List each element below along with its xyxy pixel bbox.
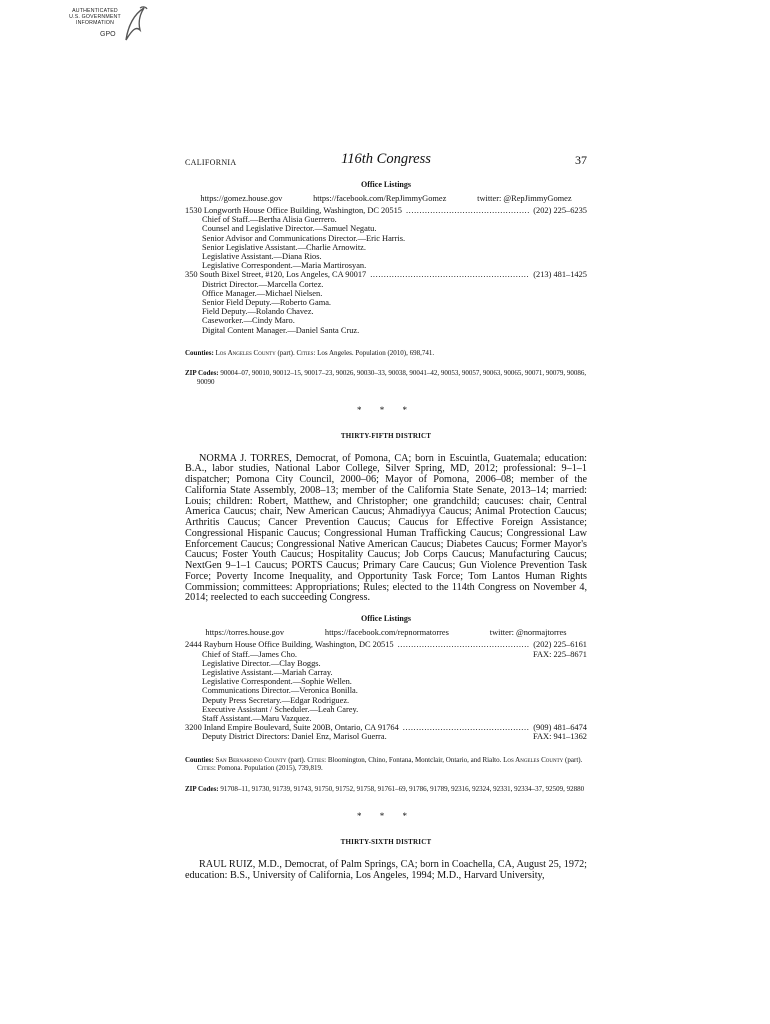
congress-title: 116th Congress bbox=[341, 151, 431, 167]
twitter-handle[interactable]: twitter: @RepJimmyGomez bbox=[477, 194, 572, 203]
eagle-icon bbox=[122, 4, 148, 44]
office-phone: (202) 225–6161 FAX: 225–8671 bbox=[532, 640, 587, 659]
website-link[interactable]: https://gomez.house.gov bbox=[200, 194, 283, 203]
website-link[interactable]: https://torres.house.gov bbox=[205, 628, 285, 638]
staff-entry: Legislative Correspondent.—Sophie Wellen. bbox=[202, 677, 352, 687]
leader-dots bbox=[406, 206, 529, 215]
staff-list bbox=[185, 280, 587, 335]
staff-list bbox=[185, 732, 587, 741]
zip-codes-line: ZIP Codes: 91708–11, 91730, 91739, 91743, 91750, 91752, 91758, 91761–69, 91786, 91789, 92316, 92324, 92331, 92334–37, 92509, 92880 bbox=[185, 784, 585, 793]
staff-entry: Executive Assistant / Scheduler.—Leah Carey. bbox=[202, 704, 359, 714]
staff-entry: Legislative Correspondent.—Maria Martirosyan. bbox=[202, 261, 367, 271]
staff-entry: Deputy District Directors: Daniel Enz, Marisol Guerra. bbox=[202, 732, 387, 742]
staff-list bbox=[185, 650, 587, 724]
leader-dots bbox=[398, 640, 529, 649]
contact-links bbox=[185, 628, 587, 637]
staff-entry: Office Manager.—Michael Nielsen. bbox=[202, 288, 323, 298]
member-biography: NORMA J. TORRES, Democrat, of Pomona, CA; born in Escuintla, Guatemala; education: B.A., labor studies, National Labor College, Silver Spring, MD, 2012; professional: 9–1–1 dispatcher; Pomona City Council, 2000–06; Mayor of Pomona, 2006–08; member of the California State Assembly, 2008–13; member of the California State Senate, 2013–14; married: Louis; children: Robert, Matthew, and Christopher; one grandchild; caucuses: chair, Central America Caucus; chair, New American Caucus; Ahmadiyya Caucus; Animal Protection Caucus; Arthritis Caucus; Cancer Prevention Caucus; Caucus for Effective Foreign Assistance; Congressional Hispanic Caucus; Congressional Human Trafficking Caucus; Congressional Law Enforcement Caucus; Congressional Native American Caucus; Diabetes Caucus; Former Mayor's Caucus; Foster Youth Caucus; Hospitality Caucus; Job Corps Caucus; Manufacturing Caucus; NextGen 9–1–1 Caucus; PORTS Caucus; Primary Care Caucus; Gun Violence Prevention Task Force; Poverty Income Inequality, and Opportunity Task Force; Tom Lantos Human Rights Commission; committees: Appropriations; Rules; elected to the 114th Congress on November 4, 2014; reelected to each succeeding Congress. bbox=[185, 452, 587, 604]
seal-gpo: GPO bbox=[100, 31, 116, 38]
office-address: 3200 Inland Empire Boulevard, Suite 200B, Ontario, CA 91764 bbox=[185, 723, 399, 733]
staff-entry: Chief of Staff.—James Cho. bbox=[202, 649, 297, 659]
staff-entry: Deputy Press Secretary.—Edgar Rodriguez. bbox=[202, 695, 350, 705]
office-address: 350 South Bixel Street, #120, Los Angeles, CA 90017 bbox=[185, 270, 367, 280]
counties-line: Counties: Los Angeles County (part). Cities: Los Angeles. Population (2010), 698,741. bbox=[185, 348, 435, 357]
staff-entry: Field Deputy.—Rolando Chavez. bbox=[202, 307, 314, 317]
twitter-handle[interactable]: twitter: @normajtorres bbox=[489, 628, 567, 638]
staff-entry: Legislative Assistant.—Diana Rios. bbox=[202, 252, 322, 262]
staff-entry: District Director.—Marcella Cortez. bbox=[202, 279, 324, 289]
page-number: 37 bbox=[575, 153, 587, 167]
staff-entry: Legislative Director.—Clay Boggs. bbox=[202, 658, 321, 668]
office-address-row bbox=[185, 206, 587, 215]
facebook-link[interactable]: https://facebook.com/RepJimmyGomez bbox=[313, 194, 447, 203]
district-heading: THIRTY-FIFTH DISTRICT bbox=[340, 431, 432, 440]
section-separator: * * * bbox=[357, 404, 415, 415]
staff-entry: Legislative Assistant.—Mariah Carray. bbox=[202, 667, 333, 677]
staff-entry: Caseworker.—Cindy Maro. bbox=[202, 316, 295, 326]
leader-dots bbox=[403, 723, 529, 732]
state-name: CALIFORNIA bbox=[185, 158, 237, 167]
office-address: 2444 Rayburn House Office Building, Washington, DC 20515 bbox=[185, 640, 394, 650]
directory-page bbox=[185, 150, 587, 892]
staff-entry: Staff Assistant.—Maru Vazquez. bbox=[202, 713, 312, 723]
staff-entry: Counsel and Legislative Director.—Samuel Negatu. bbox=[202, 224, 377, 234]
office-address-row bbox=[185, 270, 587, 279]
gpo-authentication-seal bbox=[60, 4, 148, 46]
contact-links bbox=[185, 194, 587, 203]
staff-entry: Communications Director.—Veronica Bonilla. bbox=[202, 686, 358, 696]
office-address: 1530 Longworth House Office Building, Washington, DC 20515 bbox=[185, 206, 402, 215]
district-heading: THIRTY-SIXTH DISTRICT bbox=[340, 838, 432, 847]
leader-dots bbox=[370, 270, 529, 279]
office-phone: (909) 481–6474 FAX: 941–1362 bbox=[532, 723, 587, 742]
facebook-link[interactable]: https://facebook.com/repnormatorres bbox=[324, 628, 449, 638]
office-phone: (202) 225–6235 bbox=[533, 206, 587, 215]
staff-entry: Digital Content Manager.—Daniel Santa Cruz. bbox=[202, 325, 360, 335]
office-phone: (213) 481–1425 bbox=[533, 270, 587, 280]
running-header bbox=[185, 150, 587, 174]
staff-list bbox=[185, 215, 587, 270]
office-listings-title: Office Listings bbox=[361, 614, 411, 624]
office-listings-title: Office Listings bbox=[361, 180, 411, 189]
staff-entry: Chief of Staff.—Bertha Alisia Guerrero. bbox=[202, 215, 337, 225]
staff-entry: Senior Field Deputy.—Roberto Gama. bbox=[202, 298, 332, 308]
counties-line: Counties: San Bernardino County (part). Cities: Bloomington, Chino, Fontana, Montclair, Ontario, and Rialto. Los Angeles County (part). Cities: Pomona. Population (2015), 739,819. bbox=[185, 755, 583, 773]
seal-text: AUTHENTICATED U.S. GOVERNMENT INFORMATION bbox=[69, 8, 121, 26]
member-biography: RAUL RUIZ, M.D., Democrat, of Palm Springs, CA; born in Coachella, CA, August 25, 1972; education: B.S., University of California, Los Angeles, 1994; M.D., Harvard University, bbox=[185, 859, 587, 882]
zip-codes-line: ZIP Codes: 90004–07, 90010, 90012–15, 90017–23, 90026, 90030–33, 90038, 90041–42, 90053, 90057, 90063, 90065, 90071, 90079, 90086, 90090 bbox=[185, 369, 587, 387]
section-separator: * * * bbox=[357, 811, 415, 822]
staff-entry: Senior Advisor and Communications Director.—Eric Harris. bbox=[202, 233, 406, 243]
staff-entry: Senior Legislative Assistant.—Charlie Arnowitz. bbox=[202, 242, 366, 252]
